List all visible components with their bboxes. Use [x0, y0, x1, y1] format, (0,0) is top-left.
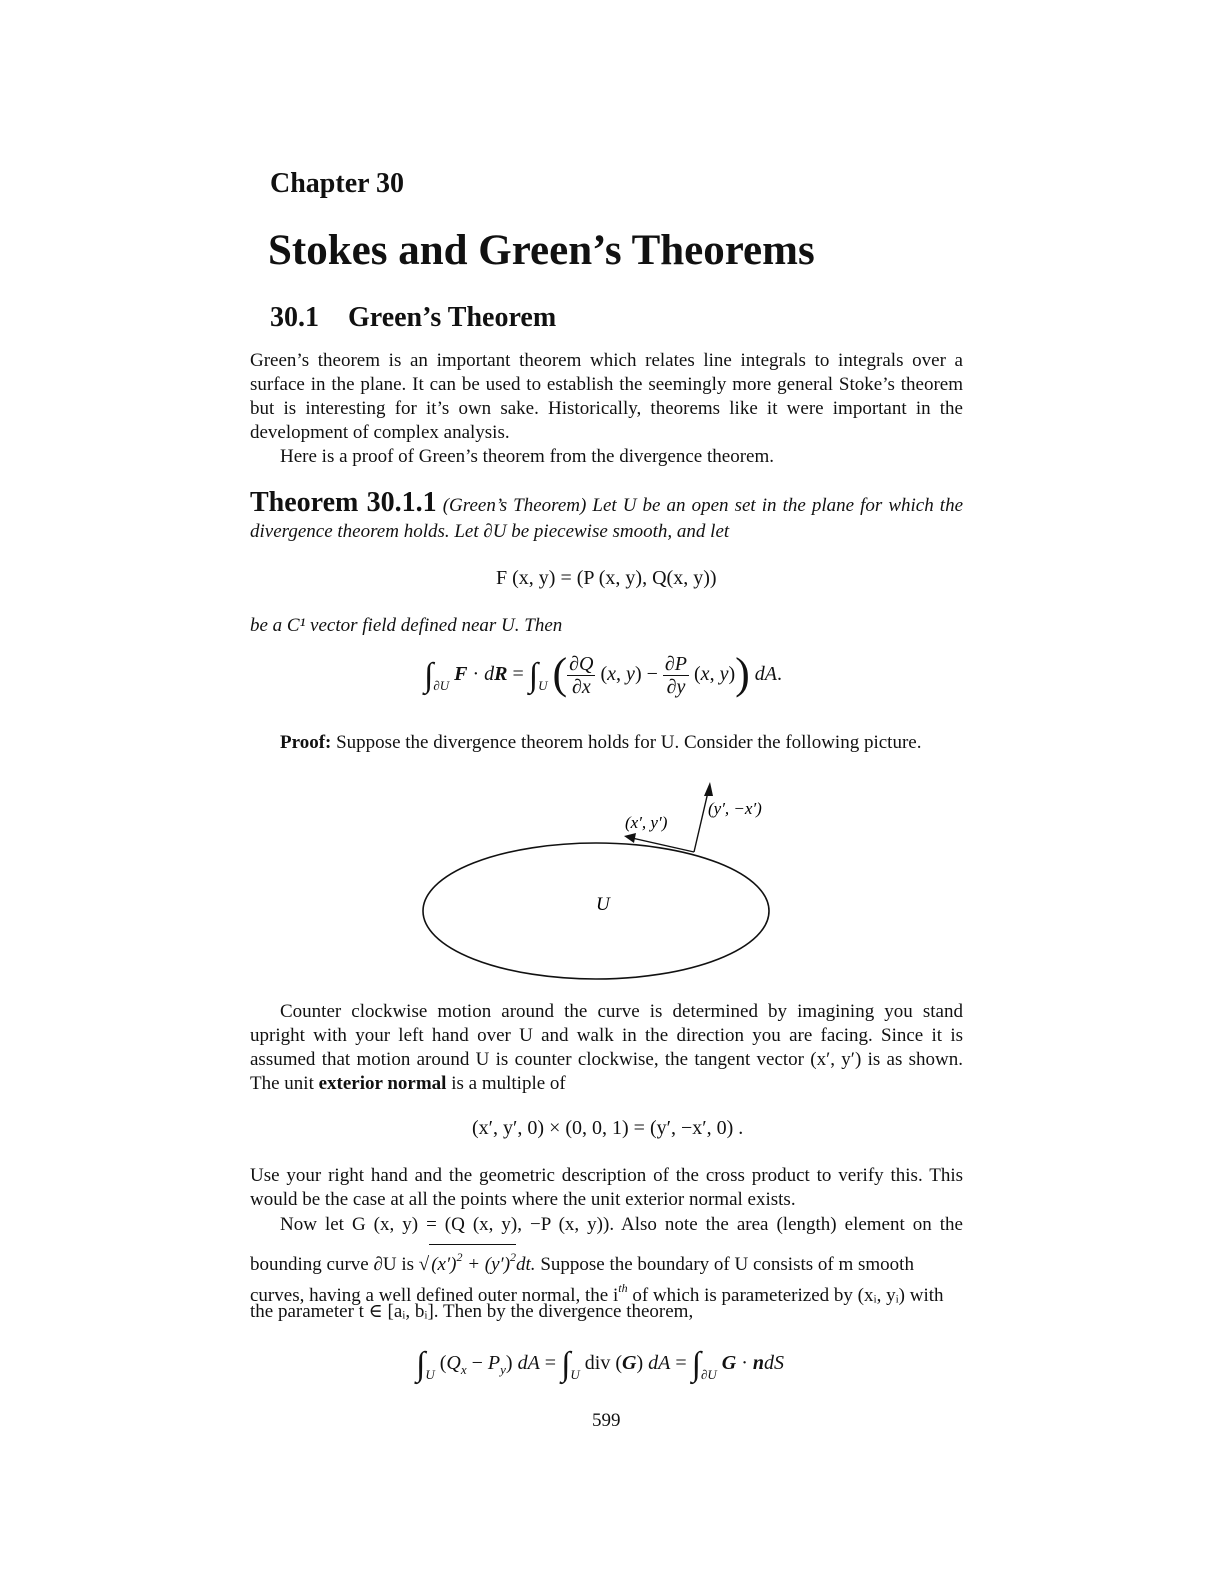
- chapter-label: Chapter 30: [270, 168, 405, 199]
- definition-line-2: [250, 1244, 963, 1277]
- section-title: Green’s Theorem: [348, 302, 557, 333]
- arc-length-intro: bounding curve ∂U is: [250, 1254, 415, 1275]
- right-hand-paragraph: Use your right hand and the geometric description of the cross product to verify this. This would be the case at all the points where the unit exterior normal exists.: [250, 1165, 963, 1210]
- proof-text: Suppose the divergence theorem holds for U. Consider the following picture.: [336, 732, 922, 753]
- normal-vector-arrow: [694, 792, 708, 852]
- region-label: U: [596, 894, 610, 915]
- normal-arrowhead-icon: [704, 782, 713, 796]
- parameterization-text: of which is parameterized by (xᵢ, yᵢ) with: [632, 1285, 944, 1306]
- boundary-description: Suppose the boundary of U consists of m smooth: [540, 1254, 914, 1275]
- definition-line-1: Now let G (x, y) = (Q (x, y), −P (x, y)). Also note the area (length) element on the: [280, 1214, 963, 1235]
- page-number: 599: [592, 1410, 621, 1431]
- cross-product-equation: (x′, y′, 0) × (0, 0, 1) = (y′, −x′, 0) .: [472, 1117, 744, 1139]
- chapter-title: Stokes and Green’s Theorems: [268, 227, 815, 274]
- theorem-number: Theorem 30.1.1: [250, 487, 437, 518]
- intro-paragraph-2: Here is a proof of Green’s theorem from the divergence theorem.: [280, 446, 774, 467]
- intro-paragraph: Green’s theorem is an important theorem which relates line integrals to integrals over a surface in the plane. It can be used to establish the seemingly more general Stoke’s theorem but is interesting for it’s own sake. Historically, theorems like it were important in the development of complex analysis.: [250, 350, 963, 443]
- tangent-label: (x′, y′): [625, 813, 668, 832]
- curve-description: curves, having a well defined outer normal, the i: [250, 1285, 619, 1306]
- orientation-paragraph: [250, 1000, 963, 1096]
- theorem-name: (Green’s Theorem): [442, 495, 587, 516]
- normal-label: (y′, −x′): [708, 799, 762, 818]
- exterior-normal-term: exterior normal: [318, 1073, 447, 1094]
- vector-field-equation: F (x, y) = (P (x, y), Q(x, y)): [496, 567, 717, 589]
- definition-line-4: the parameter t ∈ [aᵢ, bᵢ]. Then by the divergence theorem,: [250, 1301, 694, 1322]
- ordinal-superscript: th: [618, 1281, 628, 1295]
- theorem-hypothesis: Let U be an open set in the plane for which the divergence theorem holds. Let ∂U be piecewise smooth, and let: [250, 495, 964, 542]
- greens-theorem-equation: $\int_{\partial U}$ F · dR = $\int_U$ ( $\frac{\partial Q}{\partial x}$ (x, y) − $\frac{\partial P}{\partial y}$ (x, y)) dA.: [424, 649, 782, 698]
- arc-length-formula: √ $(x')^2 + (y')^2dt$.: [419, 1254, 536, 1275]
- orientation-text-end: is a multiple of: [451, 1073, 566, 1094]
- proof-label: Proof:: [280, 732, 332, 753]
- divergence-equation: $\int_U$ $(Q_x - P_y)$ dA = $\int_U$ div (G) dA = $\int_{\partial U}$ G · ndS: [416, 1346, 785, 1383]
- tangent-arrowhead-icon: [624, 833, 636, 843]
- theorem-continuation: be a C¹ vector field defined near U. Then: [250, 615, 563, 636]
- orientation-text: Counter clockwise motion around the curve is determined by imagining you stand upright with your left hand over U and walk in the direction you are facing. Since it is assumed that motion around U is counter clockwise, the tangent vector (x′, y′) is as shown. The unit: [250, 1001, 963, 1094]
- section-number: 30.1: [270, 302, 319, 333]
